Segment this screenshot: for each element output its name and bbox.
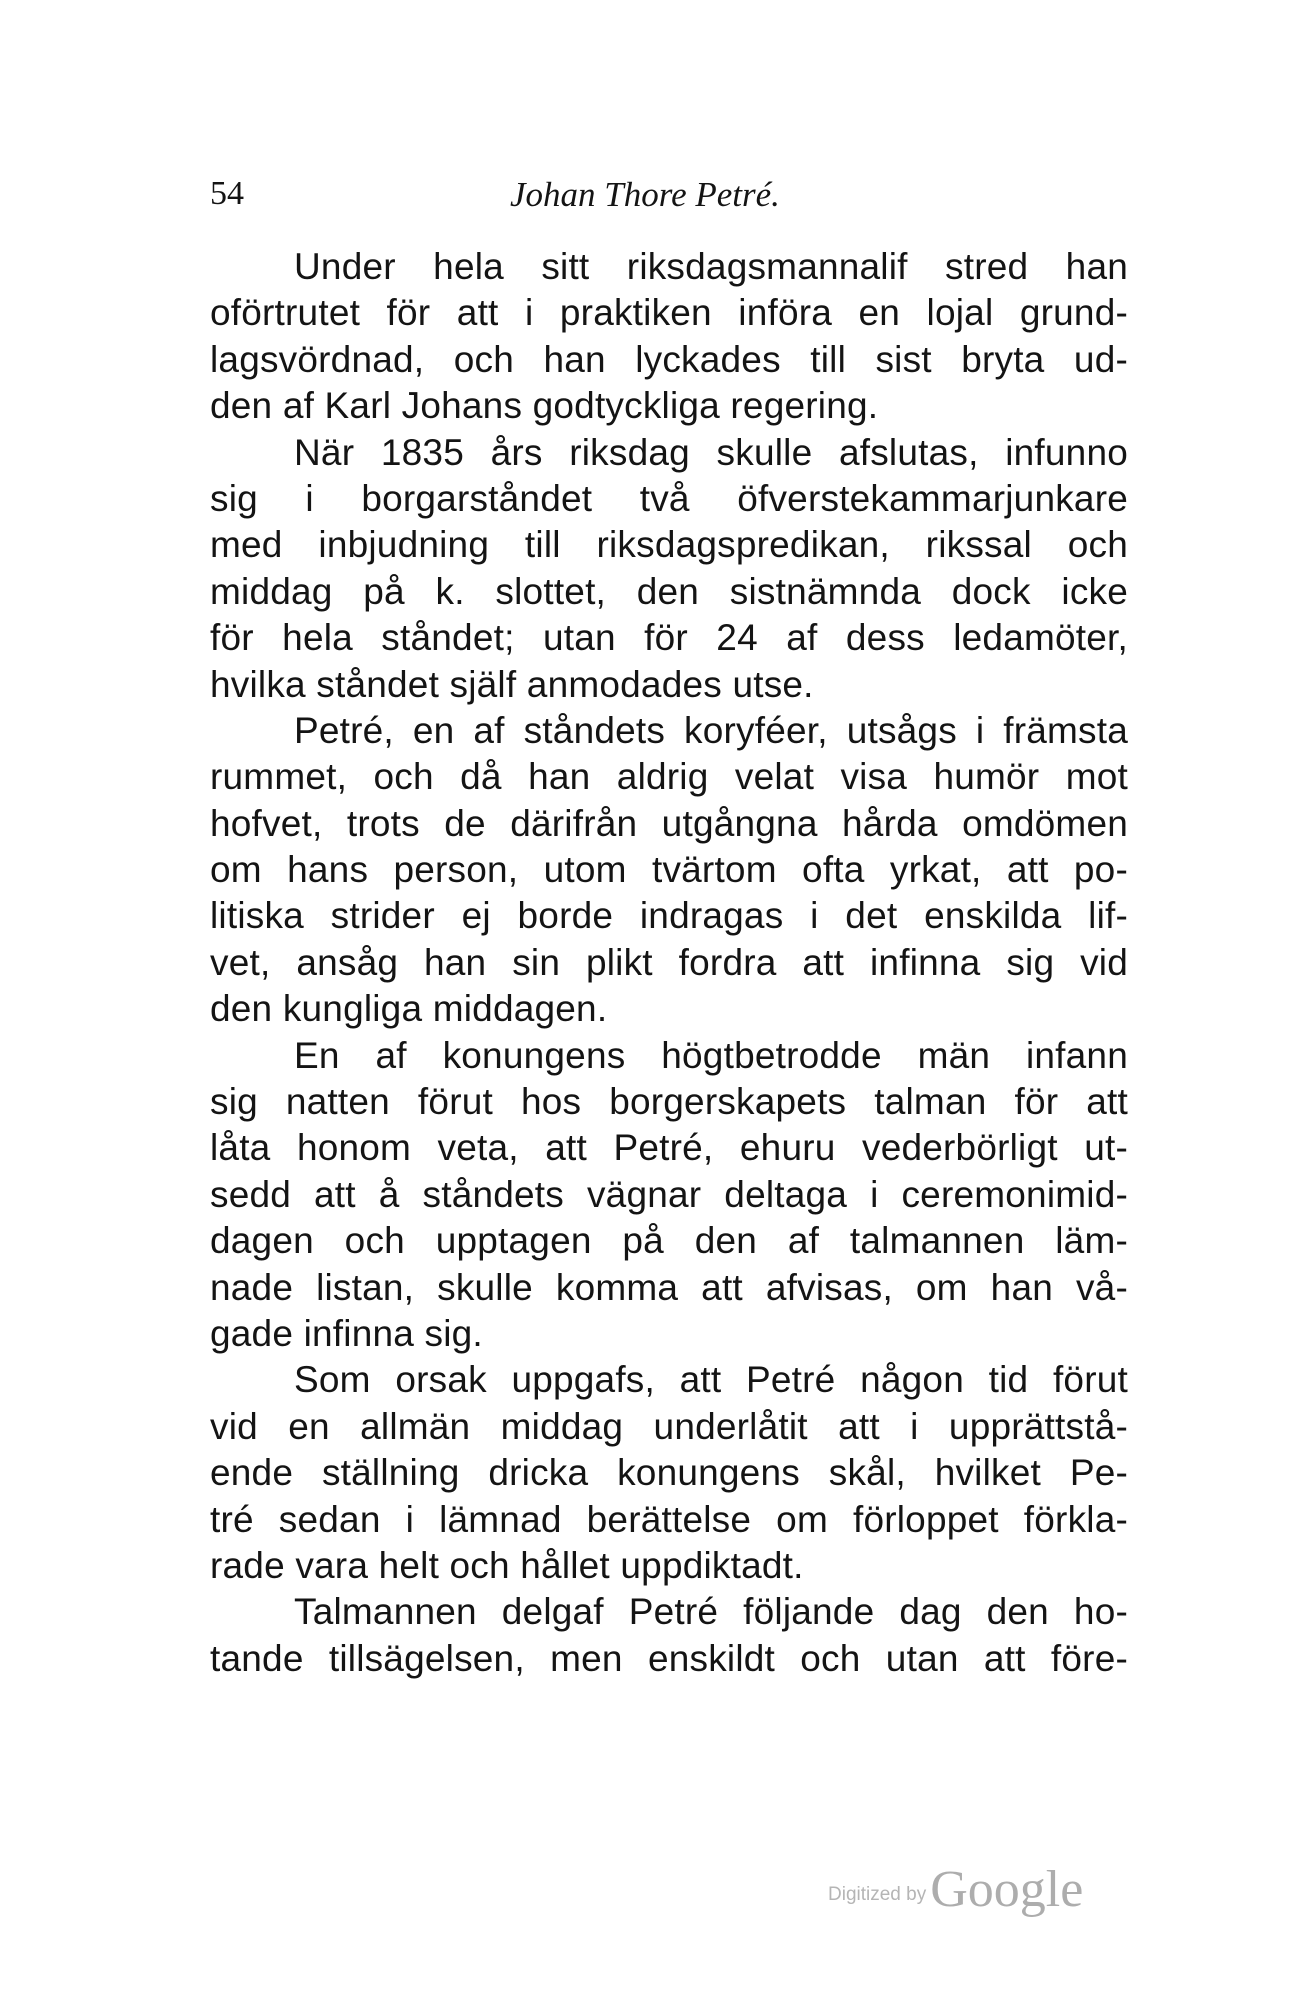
text-line: den kungliga middagen.	[210, 988, 608, 1030]
google-logo: Google	[930, 1861, 1084, 1918]
text-line: sig natten förut hos borgerskapets talman för att	[210, 1081, 1128, 1123]
paragraph-5	[210, 1589, 1128, 1682]
text-line: Petré, en af ståndets koryféer, utsågs i främsta	[294, 709, 1128, 751]
text-line: med inbjudning till riksdagspredikan, rikssal och	[210, 524, 1128, 566]
text-line: för hela ståndet; utan för 24 af dess ledamöter,	[210, 617, 1128, 659]
text-line: hofvet, trots de därifrån utgångna hårda omdömen	[210, 802, 1128, 844]
text-line: gade infinna sig.	[210, 1312, 483, 1354]
text-line: hvilka ståndet själf anmodades utse.	[210, 663, 814, 705]
body-text	[210, 244, 1128, 1682]
text-line: dagen och upptagen på den af talmannen läm-	[210, 1220, 1128, 1262]
text-line: middag på k. slottet, den sistnämnda dock icke	[210, 570, 1128, 612]
paragraph-4	[210, 1357, 1128, 1589]
text-line: den af Karl Johans godtyckliga regering.	[210, 385, 879, 427]
digitized-by-watermark	[828, 1860, 1083, 1919]
page-header	[210, 175, 1130, 225]
paragraph-1	[210, 244, 1128, 708]
text-line: oförtrutet för att i praktiken införa en lojal grund-	[210, 292, 1128, 334]
paragraph-2	[210, 708, 1128, 1033]
text-line: sedd att å ståndets vägnar deltaga i ceremonimid-	[210, 1173, 1128, 1215]
text-line: Under hela sitt riksdagsmannalif stred han	[294, 246, 1128, 287]
text-line: ende ställning dricka konungens skål, hvilket Pe-	[210, 1452, 1128, 1494]
running-head: Johan Thore Petré.	[510, 175, 780, 214]
text-line: tande tillsägelsen, men enskildt och utan att före-	[210, 1637, 1128, 1679]
text-line: Talmannen delgaf Petré följande dag den ho-	[294, 1591, 1128, 1633]
text-line: vid en allmän middag underlåtit att i upprättstå-	[210, 1405, 1128, 1447]
text-line: sig i borgarståndet två öfverstekammarjunkare	[210, 477, 1128, 519]
digitized-by-label: Digitized by	[828, 1884, 927, 1905]
page-number: 54	[210, 175, 244, 212]
paragraph-3	[210, 1033, 1128, 1358]
text-line: tré sedan i lämnad berättelse om förloppet förkla-	[210, 1498, 1128, 1540]
text-line: nade listan, skulle komma att afvisas, om han vå-	[210, 1266, 1128, 1308]
text-line: rade vara helt och hållet uppdiktadt.	[210, 1544, 804, 1586]
text-line: En af konungens högtbetrodde män infann	[294, 1034, 1128, 1076]
text-line: vet, ansåg han sin plikt fordra att infinna sig vid	[210, 941, 1128, 983]
text-line: om hans person, utom tvärtom ofta yrkat, att po-	[210, 849, 1128, 891]
text-line: litiska strider ej borde indragas i det enskilda lif-	[210, 895, 1128, 937]
text-line: låta honom veta, att Petré, ehuru vederbörligt ut-	[210, 1127, 1128, 1169]
text-line: När 1835 års riksdag skulle afslutas, infunno	[294, 431, 1128, 473]
text-line: Som orsak uppgafs, att Petré någon tid förut	[294, 1359, 1128, 1401]
text-line: lagsvördnad, och han lyckades till sist bryta ud-	[210, 338, 1128, 380]
text-line: rummet, och då han aldrig velat visa humör mot	[210, 756, 1128, 798]
